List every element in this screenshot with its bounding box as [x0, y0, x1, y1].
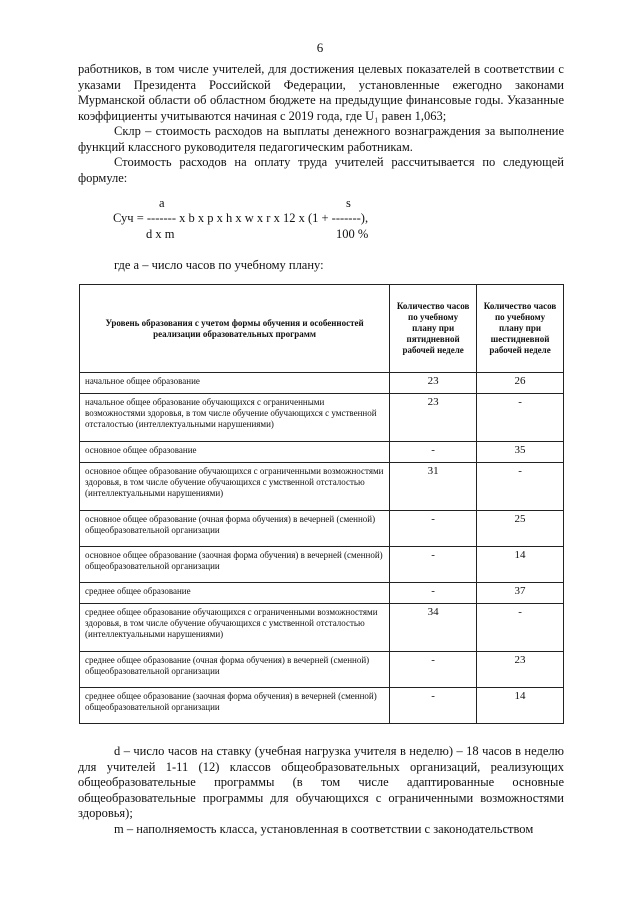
cost-paragraph: Стоимость расходов на оплату труда учителей рассчитывается по следующей формуле: [78, 155, 564, 185]
row-level: основное общее образование обучающихся с ограниченными возможностями здоровья, в том числе обучение обучающихся с умственной отсталостью (интеллектуальными нарушениями) [80, 463, 390, 511]
hours-table [79, 284, 564, 724]
formula-main-line: Суч = ------- x b x p x h x w x r x 12 x (1 + -------), [113, 211, 369, 225]
row-five-day-value: - [390, 583, 477, 604]
row-five-day-value: - [390, 652, 477, 688]
row-six-day-value: - [477, 604, 564, 652]
table-row [80, 511, 564, 547]
row-five-day-value: - [390, 547, 477, 583]
row-level: начальное общее образование [80, 373, 390, 394]
row-five-day-value: 23 [390, 373, 477, 394]
page-number: 6 [316, 40, 324, 55]
table-row [80, 688, 564, 724]
formula-numerator-a: a [159, 196, 165, 210]
row-level: основное общее образование (заочная форма обучения) в вечерней (сменной) общеобразовательной организации [80, 547, 390, 583]
formula-denominator-dm: d x m [146, 227, 175, 241]
table-row [80, 652, 564, 688]
header-education-level: Уровень образования с учетом формы обучения и особенностей реализации образовательных программ [80, 285, 390, 373]
row-five-day-value: - [390, 511, 477, 547]
row-six-day-value: 26 [477, 373, 564, 394]
row-level: среднее общее образование (очная форма обучения) в вечерней (сменной) общеобразовательной организации [80, 652, 390, 688]
d-paragraph: d – число часов на ставку (учебная нагрузка учителя в неделю) – 18 часов в неделю для учителей 1-11 (12) классов общеобразовательных организаций, реализующих общеобразовательные программы (в том числе адаптированные основные общеобразовательные программы для обучающихся с ограниченными возможностями здоровья); [78, 744, 564, 820]
row-level: основное общее образование [80, 442, 390, 463]
row-six-day-value: 14 [477, 688, 564, 724]
table-header-row [80, 285, 564, 373]
row-six-day-value: 37 [477, 583, 564, 604]
row-level: среднее общее образование обучающихся с ограниченными возможностями здоровья, в том числе обучение обучающихся с умственной отсталостью (интеллектуальными нарушениями) [80, 604, 390, 652]
row-five-day-value: 23 [390, 394, 477, 442]
row-six-day-value: 14 [477, 547, 564, 583]
salary-formula [113, 196, 473, 246]
table-row [80, 373, 564, 394]
row-six-day-value: 35 [477, 442, 564, 463]
row-six-day-value: 25 [477, 511, 564, 547]
formula-denominator-percent: 100 % [336, 227, 369, 241]
table-row [80, 604, 564, 652]
row-five-day-value: - [390, 688, 477, 724]
sklr-paragraph: Склр – стоимость расходов на выплаты денежного вознаграждения за выполнение функций классного руководителя педагогическим работникам. [78, 124, 564, 154]
where-a-paragraph: где a – число часов по учебному плану: [114, 258, 324, 272]
row-level: среднее общее образование (заочная форма обучения) в вечерней (сменной) общеобразовательной организации [80, 688, 390, 724]
row-five-day-value: 34 [390, 604, 477, 652]
table-row [80, 463, 564, 511]
table-row [80, 547, 564, 583]
header-five-day-hours: Количество часов по учебному плану при пятидневной рабочей неделе [390, 285, 477, 373]
row-level: основное общее образование (очная форма обучения) в вечерней (сменной) общеобразовательной организации [80, 511, 390, 547]
table-row [80, 583, 564, 604]
row-level: среднее общее образование [80, 583, 390, 604]
table-row [80, 442, 564, 463]
row-six-day-value: - [477, 463, 564, 511]
row-level: начальное общее образование обучающихся с ограниченными возможностями здоровья, в том числе обучение обучающихся с умственной отсталостью (интеллектуальными нарушениями) [80, 394, 390, 442]
row-five-day-value: 31 [390, 463, 477, 511]
row-six-day-value: - [477, 394, 564, 442]
m-paragraph: m – наполняемость класса, установленная в соответствии с законодательством [114, 822, 534, 836]
intro-paragraph: работников, в том числе учителей, для достижения целевых показателей в соответствии с указами Президента Российской Федерации, установленные ежегодно законами Мурманской области об областном бюджете на предыдущие финансовые годы. Указанные коэффициенты учитываются начиная с 2019 года, где U₁ равен 1,063; [78, 62, 564, 123]
row-five-day-value: - [390, 442, 477, 463]
header-six-day-hours: Количество часов по учебному плану при шестидневной рабочей неделе [477, 285, 564, 373]
formula-numerator-s: s [346, 196, 351, 210]
table-row [80, 394, 564, 442]
row-six-day-value: 23 [477, 652, 564, 688]
